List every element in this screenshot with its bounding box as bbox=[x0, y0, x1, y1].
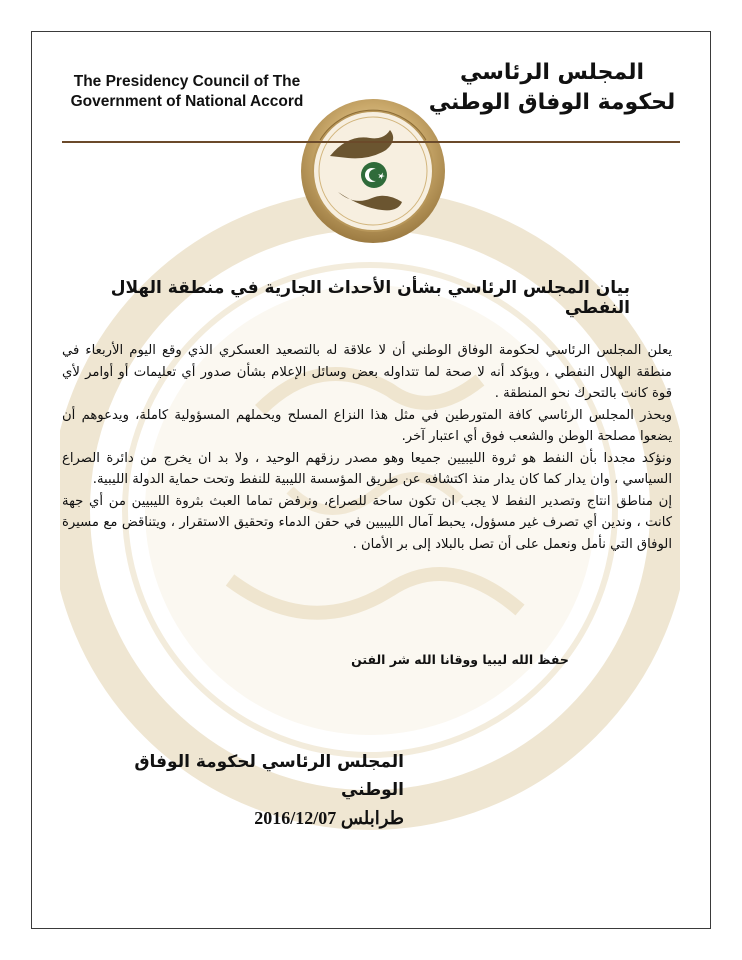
place-date: طرابلس 2016/12/07 bbox=[254, 808, 404, 828]
signature-block bbox=[74, 748, 404, 832]
document-title: بيان المجلس الرئاسي بشأن الأحداث الجارية في منطقة الهلال النفطي bbox=[110, 278, 630, 318]
header-english-line1: The Presidency Council of The bbox=[73, 73, 301, 90]
document-body bbox=[62, 340, 672, 555]
paragraph-2: ويحذر المجلس الرئاسي كافة المتورطين في مثل هذا النزاع المسلح ويحملهم المسؤولية كاملة، ويدعوهم أن يضعوا مصلحة الوطن والشعب فوق أي اعتبار آخر. bbox=[62, 407, 672, 444]
state-seal-emblem bbox=[298, 96, 448, 246]
header-divider bbox=[62, 141, 680, 143]
header-english-line2: Government of National Accord bbox=[70, 93, 304, 110]
paragraph-3: ونؤكد مجددا بأن النفط هو ثروة الليبيين جميعا وهو مصدر رزقهم الوحيد ، ولا بد ان يخرج من دائرة الصراع السياسي ، وان يدار كما كان يدار منذ اكتشافه عن طريق المؤسسة الليبية للنفط وتحت حماية الدولة الليبية. bbox=[62, 450, 672, 487]
header-arabic bbox=[422, 58, 682, 118]
paragraph-4: إن مناطق انتاج وتصدير النفط لا يجب ان تكون ساحة للصراع، ونرفض تماما العبث بثروة الليبيين من أي جهة كانت ، وندين أي تصرف غير مسؤول، يحبط آمال الليبيين في حقن الدماء وتحقيق الاستقرار ، ويتناقض مع مسيرة الوفاق التي نأمل ونعمل على أن تصل بالبلاد إلى بر الأمان . bbox=[62, 493, 672, 552]
header-arabic-line1: المجلس الرئاسي bbox=[459, 60, 645, 85]
paragraph-1: يعلن المجلس الرئاسي لحكومة الوفاق الوطني أن لا علاقة له بالتصعيد العسكري الذي وقع اليوم الأربعاء في منطقة الهلال النفطي ، ويؤكد أنه لا صحة لما تتداوله بعض وسائل الإعلام بشأن صدور أي تعليمات أو أوامر لأي قوة كانت بالتحرك نحو المنطقة . bbox=[62, 343, 672, 401]
header-english bbox=[42, 72, 332, 112]
signature-authority: المجلس الرئاسي لحكومة الوفاق الوطني bbox=[134, 752, 404, 800]
closing-prayer: حفظ الله ليبيا ووقانا الله شر الفتن bbox=[351, 652, 569, 667]
header-arabic-line2: لحكومة الوفاق الوطني bbox=[428, 90, 676, 115]
